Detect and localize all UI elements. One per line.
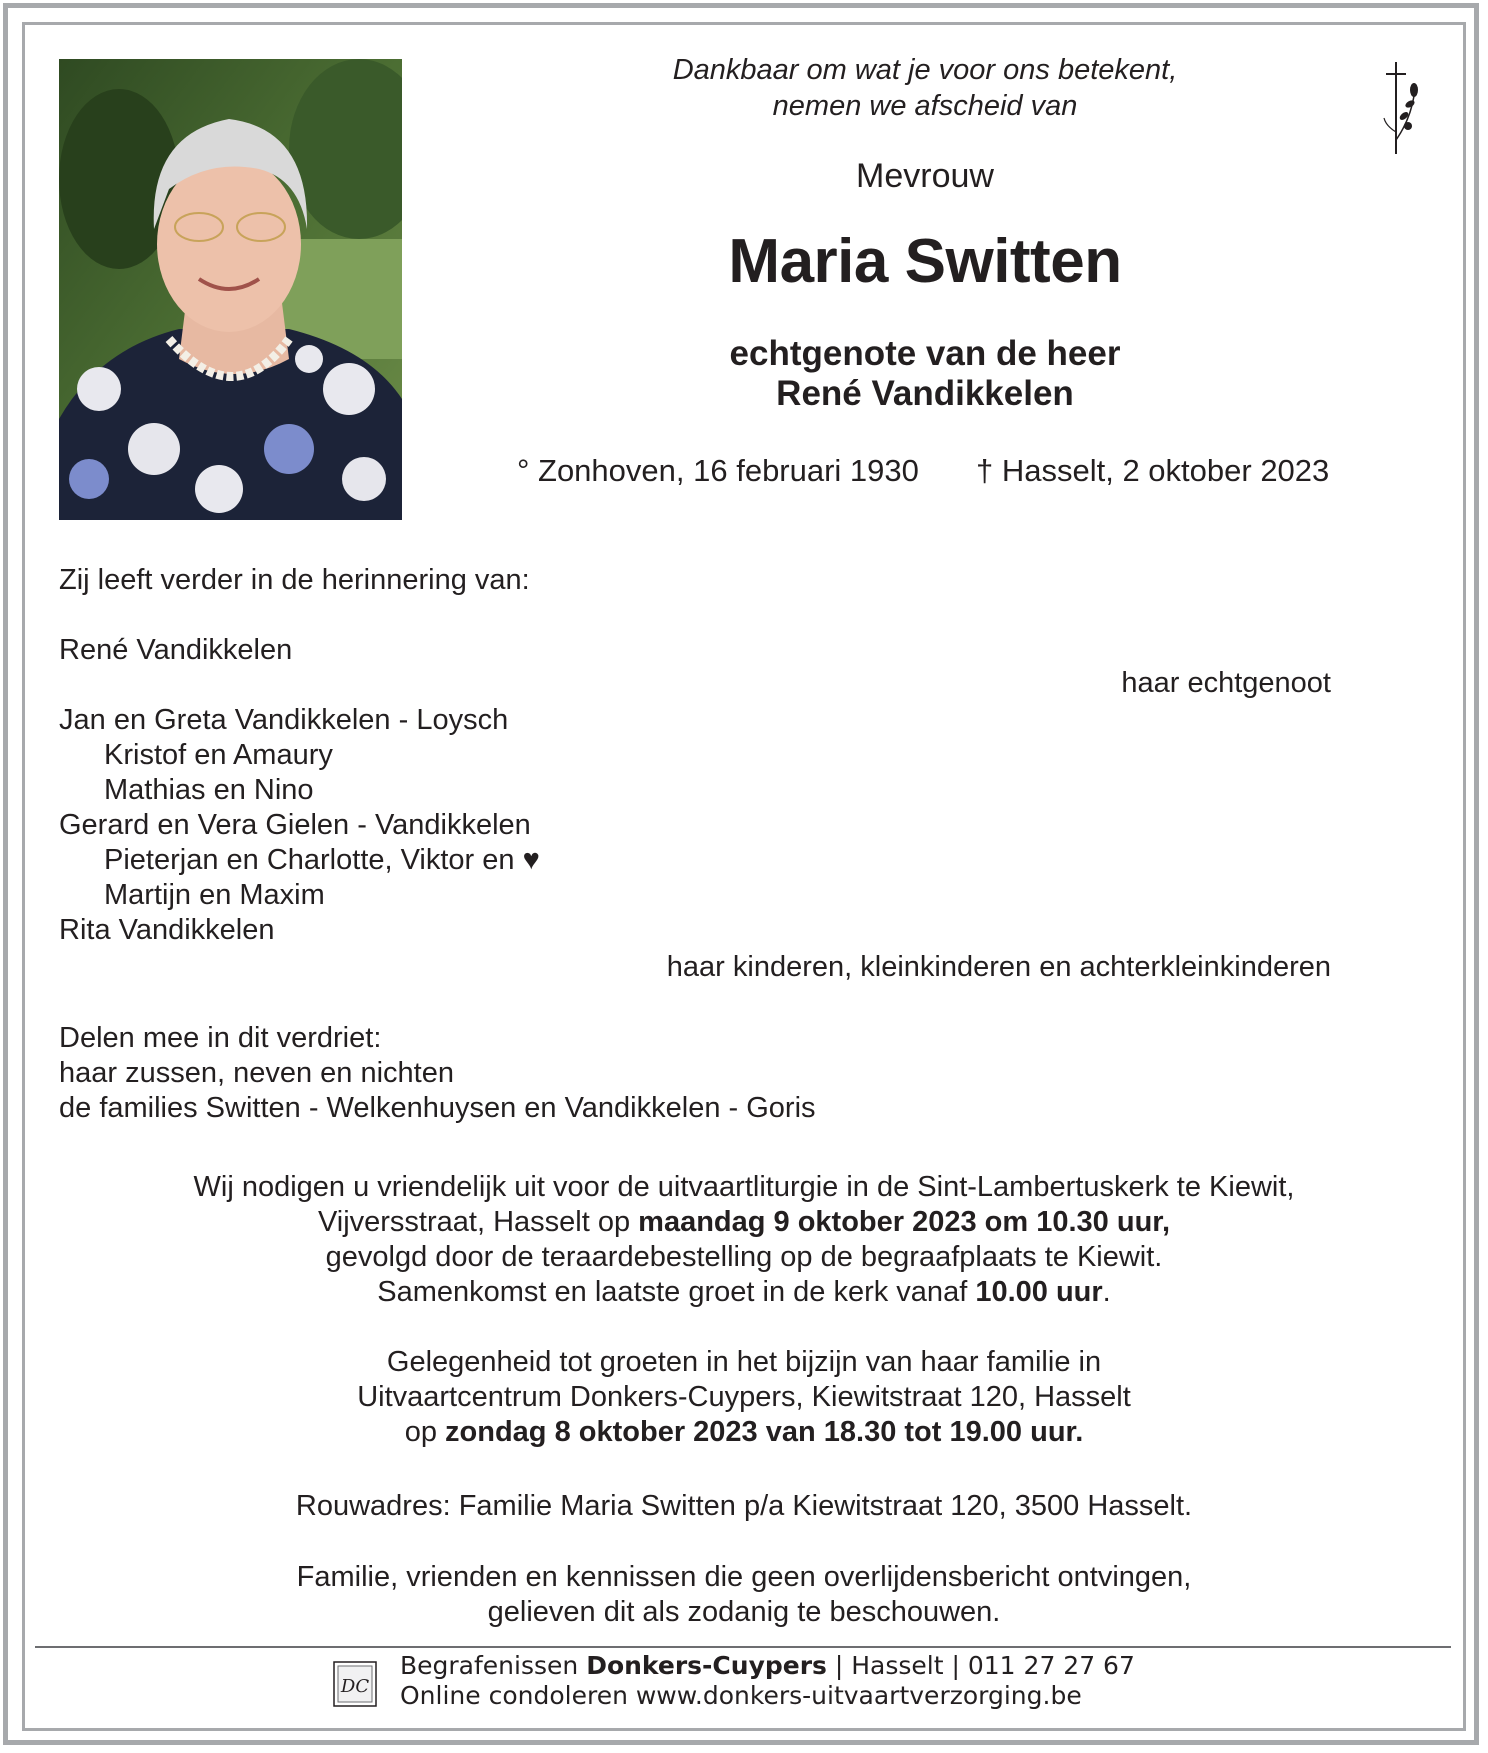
family-intro: Zij leeft verder in de herinnering van:: [59, 564, 530, 596]
closing-line-2: gelieven dit als zodanig te beschouwen.: [487, 1596, 1001, 1628]
closing-block: [59, 1560, 1429, 1630]
family-member: Pieterjan en Charlotte, Viktor en ♥: [104, 844, 540, 876]
visit-line-1: Gelegenheid tot groeten in het bijzijn van haar familie in: [386, 1346, 1102, 1378]
ceremony-line-3: gevolgd door de teraardebestelling op de begraafplaats te Kiewit.: [325, 1241, 1163, 1273]
title-word: Mevrouw: [856, 157, 994, 195]
dc-logo-icon: [330, 1658, 380, 1710]
visit-line-2: Uitvaartcentrum Donkers-Cuypers, Kiewitstraat 120, Hasselt: [357, 1381, 1131, 1413]
family-members-list: [59, 703, 540, 948]
family-member: Mathias en Nino: [104, 774, 314, 806]
visit-datetime: zondag 8 oktober 2023 van 18.30 tot 19.00 uur.: [445, 1416, 1084, 1448]
footer-city: | Hasselt |: [826, 1651, 968, 1680]
spouse-text: [560, 334, 1290, 414]
share-line-2: de families Switten - Welkenhuysen en Vandikkelen - Goris: [59, 1092, 816, 1124]
ceremony-datetime: maandag 9 oktober 2023 om 10.30 uur,: [638, 1206, 1171, 1238]
husband-label: haar echtgenoot: [1121, 667, 1331, 699]
closing-line-1: Familie, vrienden en kennissen die geen overlijdensbericht ontvingen,: [296, 1561, 1192, 1593]
ceremony-line-1: Wij nodigen u vriendelijk uit voor de uitvaartliturgie in de Sint-Lambertuskerk te Kiewit,: [193, 1171, 1295, 1203]
mourning-address: Rouwadres: Familie Maria Switten p/a Kiewitstraat 120, 3500 Hasselt.: [295, 1490, 1193, 1522]
visit-block: [59, 1345, 1429, 1450]
family-member: Jan en Greta Vandikkelen - Loysch: [59, 704, 509, 736]
family-member: Kristof en Amaury: [104, 739, 333, 771]
ceremony-line-4: [59, 1275, 1429, 1310]
share-line-1: haar zussen, neven en nichten: [59, 1057, 454, 1089]
footer-line-2[interactable]: Online condoleren www.donkers-uitvaartverzorging.be: [400, 1681, 1082, 1710]
footer-prefix: Begrafenissen: [400, 1651, 587, 1680]
children-label: haar kinderen, kleinkinderen en achterkleinkinderen: [666, 951, 1331, 983]
share-intro: Delen mee in dit verdriet:: [59, 1022, 382, 1054]
portrait-photo: [59, 59, 402, 520]
intro-line-1: Dankbaar om wat je voor ons betekent,: [672, 54, 1178, 86]
spouse-line-1: echtgenote van de heer: [729, 334, 1121, 373]
visit-line-3: [59, 1415, 1429, 1450]
phone-number: 011 27 27 67: [967, 1651, 1135, 1680]
spouse-line-2: René Vandikkelen: [776, 374, 1074, 413]
intro-text: [560, 52, 1290, 124]
ceremony-line-2: [59, 1205, 1429, 1240]
footer-line-1: [400, 1651, 1135, 1681]
birth-date: ° Zonhoven, 16 februari 1930: [517, 453, 919, 488]
ceremony-line-2-text: Vijversstraat, Hasselt op: [317, 1206, 639, 1238]
cross-with-flowers-icon: [1378, 60, 1426, 156]
share-block: [59, 1021, 816, 1126]
footer-divider: [35, 1646, 1451, 1648]
ceremony-line-4-end: .: [1102, 1276, 1111, 1308]
footer: [400, 1651, 1135, 1711]
family-member: Martijn en Maxim: [104, 879, 325, 911]
gathering-time: 10.00 uur: [975, 1276, 1103, 1308]
logo-letters: DC: [340, 1676, 370, 1697]
ceremony-line-4-text: Samenkomst en laatste groet in de kerk vanaf: [377, 1276, 976, 1308]
family-member: Gerard en Vera Gielen - Vandikkelen: [59, 809, 531, 841]
company-name: Donkers-Cuypers: [586, 1651, 827, 1680]
intro-line-2: nemen we afscheid van: [772, 90, 1078, 122]
visit-line-3-text: op: [404, 1416, 446, 1448]
family-member: Rita Vandikkelen: [59, 914, 275, 946]
ceremony-block: [59, 1170, 1429, 1310]
husband-name: René Vandikkelen: [59, 634, 293, 666]
deceased-name: Maria Switten: [728, 227, 1122, 296]
death-date: † Hasselt, 2 oktober 2023: [976, 453, 1330, 488]
